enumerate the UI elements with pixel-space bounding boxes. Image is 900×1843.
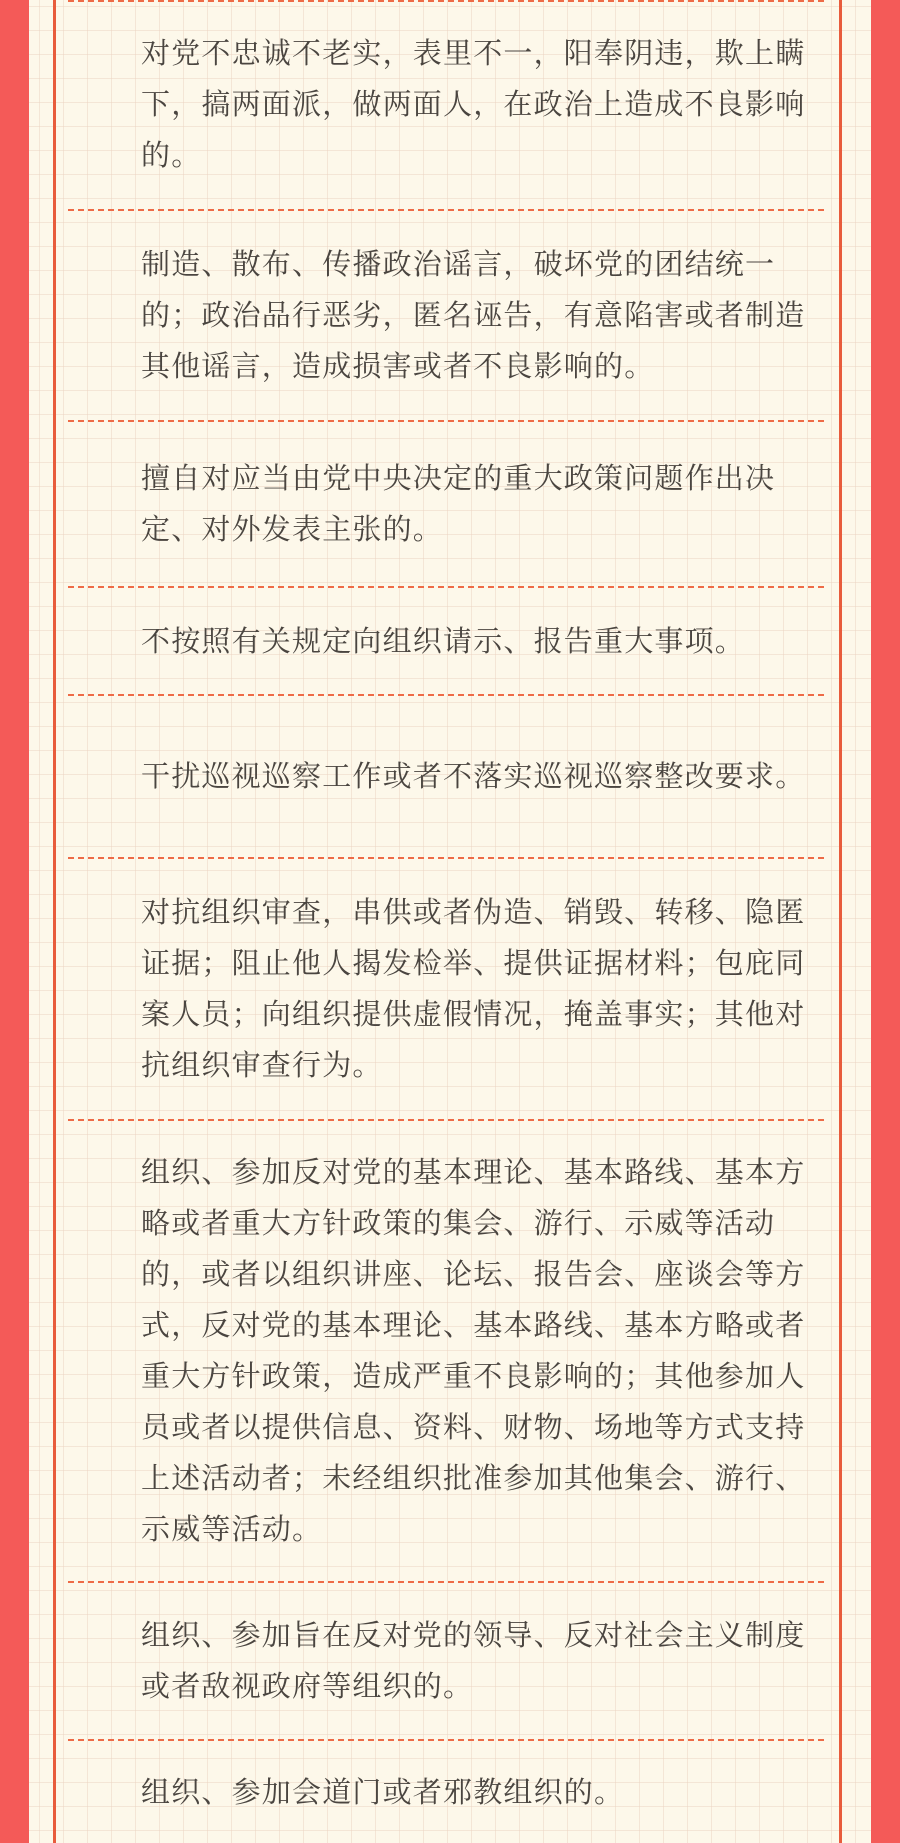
- list-item-text: 擅自对应当由党中央决定的重大政策问题作出决定、对外发表主张的。: [141, 461, 776, 546]
- list-item: [68, 211, 824, 422]
- list-item-text: 组织、参加会道门或者邪教组织的。: [141, 1774, 625, 1809]
- list-item: [68, 1121, 824, 1583]
- violation-list: [68, 0, 824, 1843]
- list-item-text: 组织、参加旨在反对党的领导、反对社会主义制度或者敌视政府等组织的。: [141, 1618, 806, 1703]
- list-item: [68, 0, 824, 211]
- list-item: [68, 422, 824, 588]
- list-item: [68, 859, 824, 1121]
- list-item-text: 制造、散布、传播政治谣言，破坏党的团结统一的；政治品行恶劣，匿名诬告，有意陷害或者制造其他谣言，造成损害或者不良影响的。: [141, 247, 806, 383]
- list-item-text: 不按照有关规定向组织请示、报告重大事项。: [141, 623, 746, 658]
- list-item: [68, 588, 824, 696]
- list-item-text: 对党不忠诚不老实，表里不一，阳奉阴违，欺上瞒下，搞两面派，做两面人，在政治上造成不良影响的。: [141, 36, 806, 172]
- list-item-text: 组织、参加反对党的基本理论、基本路线、基本方略或者重大方针政策的集会、游行、示威等活动的，或者以组织讲座、论坛、报告会、座谈会等方式，反对党的基本理论、基本路线、基本方略或者重大方针政策，造成严重不良影响的；其他参加人员或者以提供信息、资料、财物、场地等方式支持上述活动者；未经组织批准参加其他集会、游行、示威等活动。: [141, 1155, 806, 1546]
- list-item: [68, 1741, 824, 1843]
- list-item: [68, 1583, 824, 1741]
- list-item-text: 干扰巡视巡察工作或者不落实巡视巡察整改要求。: [141, 759, 806, 793]
- list-item-text: 对抗组织审查，串供或者伪造、销毁、转移、隐匿证据；阻止他人揭发检举、提供证据材料；包庇同案人员；向组织提供虚假情况，掩盖事实；其他对抗组织审查行为。: [141, 895, 806, 1082]
- list-item: [68, 696, 824, 859]
